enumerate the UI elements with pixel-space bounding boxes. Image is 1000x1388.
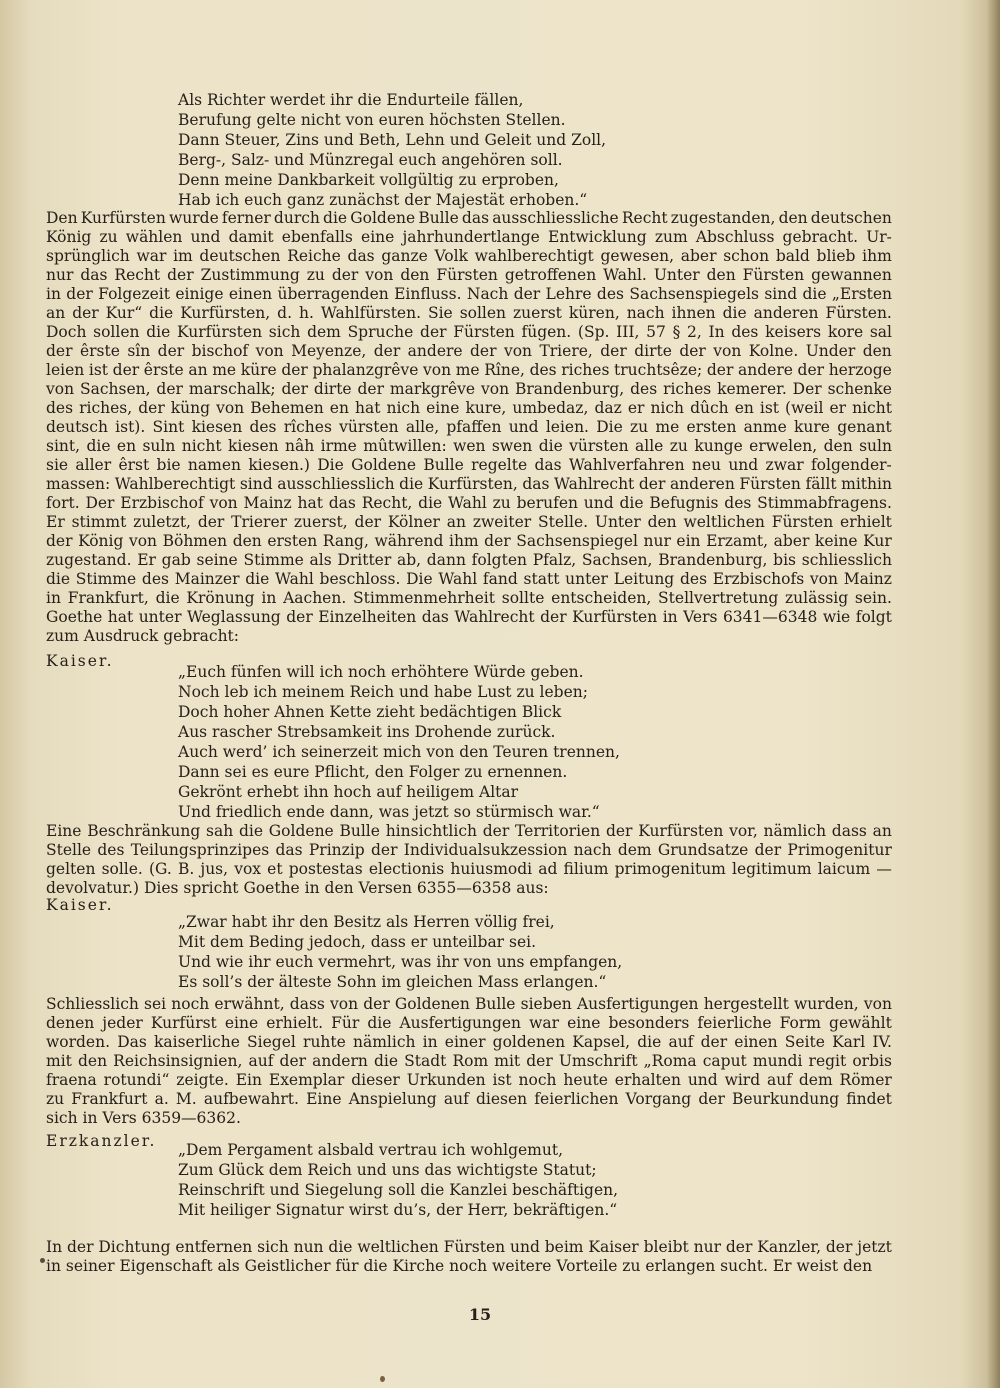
verse-line: Dann sei es eure Pflicht, den Folger zu ernennen.	[178, 763, 568, 781]
verse-line: Dann Steuer, Zins und Beth, Lehn und Geleit und Zoll,	[178, 131, 607, 149]
verse-line: Denn meine Dankbarkeit vollgültig zu erproben,	[178, 171, 559, 189]
text-line: in Frankfurt, die Krönung in Aachen. Stimmenmehrheit sollte entscheiden, Stellvertretung zulässig sein.	[46, 589, 892, 607]
text-line: fort. Der Erzbischof von Mainz hat das Recht, die Wahl zu berufen und die Befugnis des Stimmabfragens.	[46, 494, 892, 512]
text-line: mit den Reichsinsignien, auf der andern die Stadt Rom mit der Umschrift „Roma caput mundi regit orbis	[46, 1052, 892, 1070]
text-line: denen jeder Kurfürst eine erhielt. Für die Ausfertigungen war eine besonders feierliche Form gewählt	[46, 1014, 892, 1032]
verse-line: Es soll’s der älteste Sohn im gleichen Mass erlangen.“	[178, 973, 607, 991]
text-line: Stelle des Teilungsprinzipes das Prinzip der Individualsukzession nach dem Grundsatze der Primogenitur	[46, 841, 892, 859]
verse-line: Mit dem Beding jedoch, dass er unteilbar sei.	[178, 933, 537, 951]
text-line: sint, die en suln nicht kiesen nâh irme mûtwillen: wen swen die vürsten alle zu kunge erwelen, den suln	[46, 437, 892, 455]
text-line: devolvatur.) Dies spricht Goethe in den Versen 6355—6358 aus:	[46, 879, 549, 897]
verse-block-4	[178, 1140, 618, 1220]
text-line: Den Kurfürsten wurde ferner durch die Goldene Bulle das ausschliessliche Recht zugestanden, den deutschen	[46, 209, 892, 227]
verse-line: Noch leb ich meinem Reich und habe Lust zu leben;	[178, 683, 588, 701]
text-line: zu Frankfurt a. M. aufbewahrt. Eine Anspielung auf diesen feierlichen Vorgang der Beurkundung findet	[46, 1090, 892, 1108]
text-line: In der Dichtung entfernen sich nun die weltlichen Fürsten und beim Kaiser bleibt nur der Kanzler, der jetzt	[46, 1238, 892, 1256]
verse-line: Berg-, Salz- und Münzregal euch angehören soll.	[178, 151, 563, 169]
text-line: der êrste sîn der bischof von Meyenze, der andere der von Triere, der dirte der von Kolne. Under den	[46, 342, 892, 360]
text-line: gelten solle. (G. B. jus, vox et postestas electionis huiusmodi ad filium primogenitum legitimum laicum —	[46, 860, 892, 878]
text-line: in seiner Eigenschaft als Geistlicher für die Kirche noch weitere Vorteile zu erlangen sucht. Er weist den	[46, 1257, 873, 1275]
verse-line: Auch werd’ ich seinerzeit mich von den Teuren trennen,	[178, 743, 620, 761]
text-line: an der Kur“ die Kurfürsten, d. h. Wahlfürsten. Sie sollen zuerst küren, nach ihnen die anderen Fürsten.	[46, 304, 892, 322]
text-line: der König von Böhmen den ersten Rang, während ihm der Sachsenspiegel nur ein Erzamt, aber keine Kur	[46, 532, 892, 550]
speaker-kaiser-2: Kaiser.	[46, 896, 114, 914]
ink-speck	[380, 1376, 385, 1382]
verse-block-3	[178, 912, 622, 992]
text-line: leien ist der êrste an me küre der phalanzgrêve von me Rîne, des riches truchtsêze; der andere der herzoge	[46, 361, 892, 379]
verse-block-2	[178, 662, 620, 822]
text-line: von Sachsen, der marschalk; der dirte der markgrêve von Brandenburg, des riches kemerer. Der schenke	[46, 380, 892, 398]
text-line: Doch sollen die Kurfürsten sich dem Spruche der Fürsten fügen. (Sp. III, 57 § 2, In des keisers kore sal	[46, 323, 892, 341]
text-line: sprünglich war im deutschen Reiche das ganze Volk wahlberechtigt gewesen, aber schon bald blieb ihm	[46, 247, 892, 265]
paragraph-electors	[46, 209, 892, 646]
page-edge	[986, 0, 1000, 1388]
verse-line: „Euch fünfen will ich noch erhöhtere Würde geben.	[178, 663, 584, 681]
text-line: zugestand. Er gab seine Stimme als Dritter ab, dann folgten Pfalz, Sachsen, Brandenburg, bis schliesslich	[46, 551, 892, 569]
page-number: 15	[468, 1305, 492, 1324]
verse-line: Hab ich euch ganz zunächst der Majestät erhoben.“	[178, 191, 588, 209]
verse-line: Und wie ihr euch vermehrt, was ihr von uns empfangen,	[178, 953, 623, 971]
text-line: zum Ausdruck gebracht:	[46, 627, 240, 645]
verse-block-1	[178, 90, 606, 210]
text-line: fraena rotundi“ zeigte. Ein Exemplar dieser Urkunden ist noch heute erhalten und wird auf dem Römer	[46, 1071, 892, 1089]
verse-line: Doch hoher Ahnen Kette zieht bedächtigen Blick	[178, 703, 562, 721]
text-line: massen: Wahlberechtigt sind ausschliesslich die Kurfürsten, das Wahlrecht der anderen Fürsten fällt mithin	[46, 475, 892, 493]
text-line: Schliesslich sei noch erwähnt, dass von der Goldenen Bulle sieben Ausfertigungen hergestellt wurden, von	[46, 995, 892, 1013]
verse-line: Gekrönt erhebt ihn hoch auf heiligem Altar	[178, 783, 519, 801]
text-line: sie aller êrst bie namen kiesen.) Die Goldene Bulle regelte das Wahlverfahren neu und zwar folgender-	[46, 456, 892, 474]
paragraph-primogeniture	[46, 822, 892, 898]
paragraph-golden-bull-copies	[46, 995, 892, 1128]
text-line: worden. Das kaiserliche Siegel ruhte nämlich in einer goldenen Kapsel, die auf der einen Seite Karl IV.	[46, 1033, 892, 1051]
text-line: des riches, der küng von Behemen en hat nich eine kure, umbedaz, daz er nich dûch en ist (weil er nicht	[46, 399, 892, 417]
text-line: Goethe hat unter Weglassung der Einzelheiten das Wahlrecht der Kurfürsten in Vers 6341—6348 wie folgt	[46, 608, 892, 626]
verse-line: „Zwar habt ihr den Besitz als Herren völlig frei,	[178, 913, 555, 931]
ink-speck	[40, 1258, 45, 1263]
verse-line: Berufung gelte nicht von euren höchsten Stellen.	[178, 111, 566, 129]
speaker-kaiser-1: Kaiser.	[46, 652, 114, 670]
text-line: in der Folgezeit einige einen überragenden Einfluss. Nach der Lehre des Sachsenspiegels sind die „Ersten	[46, 285, 892, 303]
verse-line: Aus rascher Strebsamkeit ins Drohende zurück.	[178, 723, 556, 741]
verse-line: Als Richter werdet ihr die Endurteile fällen,	[178, 91, 524, 109]
text-line: die Stimme des Mainzer die Wahl beschloss. Die Wahl fand statt unter Leitung des Erzbischofs von Mainz	[46, 570, 892, 588]
verse-line: Zum Glück dem Reich und uns das wichtigste Statut;	[178, 1161, 597, 1179]
verse-line: Und friedlich ende dann, was jetzt so stürmisch war.“	[178, 803, 600, 821]
text-line: Eine Beschränkung sah die Goldene Bulle hinsichtlich der Territorien der Kurfürsten vor, nämlich dass an	[46, 822, 892, 840]
text-line: König zu wählen und damit ebenfalls eine jahrhundertlange Entwicklung zum Abschluss gebracht. Ur-	[46, 228, 892, 246]
verse-line: Reinschrift und Siegelung soll die Kanzlei beschäftigen,	[178, 1181, 619, 1199]
text-line: nur das Recht der Zustimmung zu der von den Fürsten getroffenen Wahl. Unter den Fürsten gewannen	[46, 266, 892, 284]
speaker-erzkanzler: Erzkanzler.	[46, 1132, 157, 1150]
text-line: sich in Vers 6359—6362.	[46, 1109, 241, 1127]
text-line: deutsch ist). Sint kiesen des rîches vürsten alle, pfaffen und leien. Die zu me ersten anme kure genant	[46, 418, 892, 436]
verse-line: „Dem Pergament alsbald vertrau ich wohlgemut,	[178, 1141, 564, 1159]
verse-line: Mit heiliger Signatur wirst du’s, der Herr, bekräftigen.“	[178, 1201, 618, 1219]
paragraph-chancellor	[46, 1238, 892, 1276]
text-line: Er stimmt zuletzt, der Trierer zuerst, der Kölner an zweiter Stelle. Unter den weltlichen Fürsten erhielt	[46, 513, 892, 531]
